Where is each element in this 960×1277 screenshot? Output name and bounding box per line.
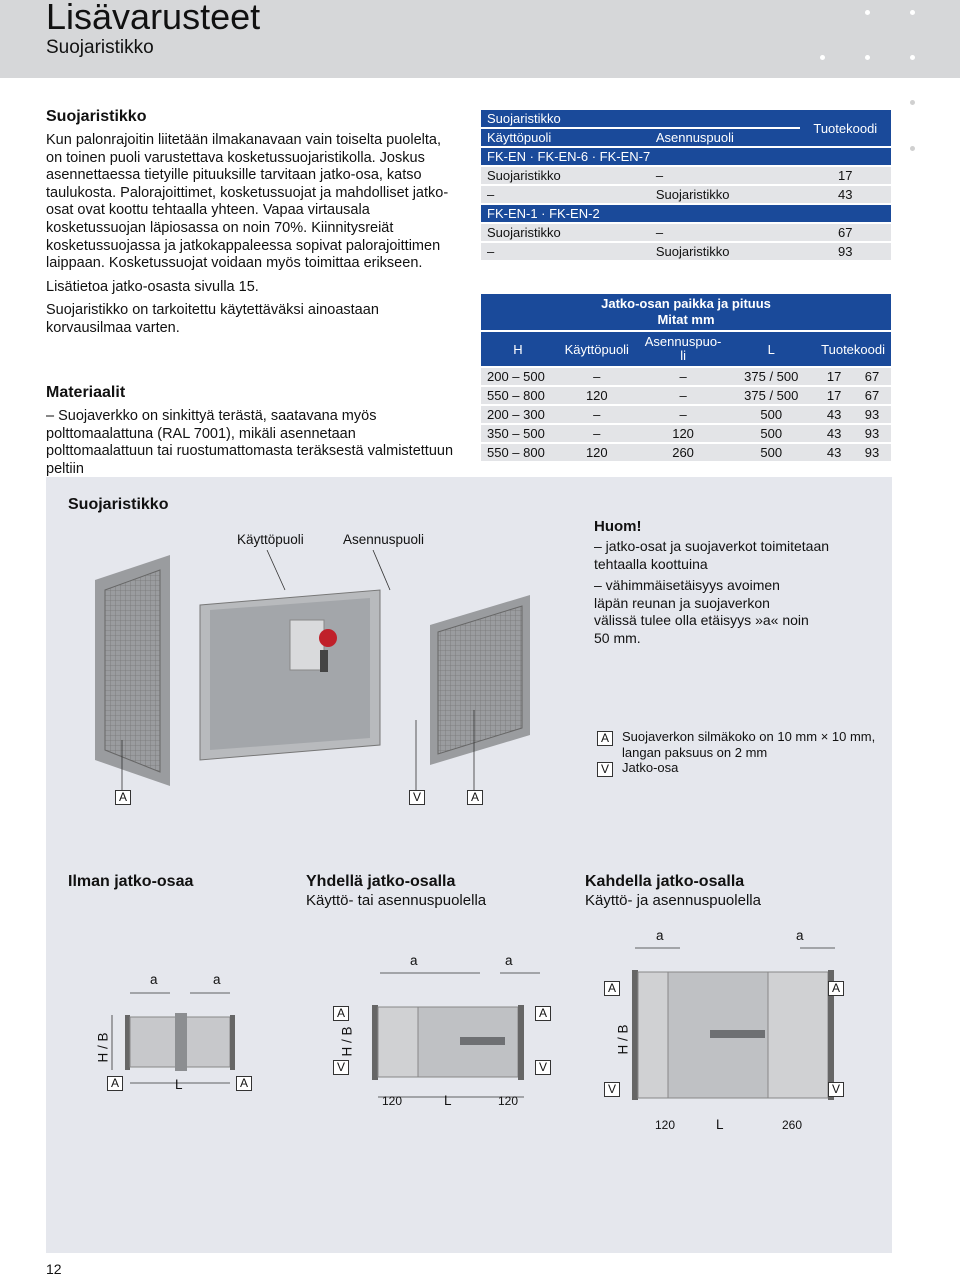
marker-v: V	[828, 1082, 844, 1097]
marker-a: A	[115, 790, 131, 805]
decor-dot	[865, 10, 870, 15]
diagram-title: Kahdella jatko-osalla	[585, 873, 745, 890]
table-row: 200 – 500 – – 375 / 500 17 67	[481, 368, 891, 385]
page-number: 12	[46, 1261, 62, 1277]
materials-item: – Suojaverkko on sinkittyä terästä, saatavana myös polttomaalattuna (RAL 7001), mikäli asennetaan polttomaalattuun tai ruostumattomasta teräksestä valmistettuun peltiin	[46, 408, 454, 477]
decor-dot	[910, 100, 915, 105]
marker-a: A	[107, 1076, 123, 1091]
table-suojaristikko	[481, 108, 891, 262]
marker-a: A	[467, 790, 483, 805]
section-title: Suojaristikko	[46, 108, 147, 125]
marker-v: V	[409, 790, 425, 805]
decor-dot	[910, 55, 915, 60]
section-body	[46, 132, 460, 344]
marker-a: A	[604, 981, 620, 996]
marker-v: V	[535, 1060, 551, 1075]
dim-label: 120	[498, 1094, 519, 1108]
diagram-title: Ilman jatko-osaa	[68, 873, 194, 890]
diagram-title: Yhdellä jatko-osalla	[306, 873, 456, 890]
group-header: FK-EN-1 · FK-EN-2	[487, 206, 600, 221]
paragraph: Lisätietoa jatko-osasta sivulla 15.	[46, 278, 259, 295]
col-header: Käyttöpuoli	[487, 130, 552, 145]
illus-title: Suojaristikko	[68, 496, 169, 513]
dim-label: L	[175, 1077, 183, 1092]
dim-label: a	[796, 928, 804, 943]
dim-label: a	[505, 953, 513, 968]
table-row: 550 – 800 120 260 500 43 93	[481, 444, 891, 461]
table-row: 350 – 500 – 120 500 43 93	[481, 425, 891, 442]
dim-label: H / B	[339, 1026, 355, 1057]
marker-leaders	[100, 700, 500, 792]
marker-a: A	[828, 981, 844, 996]
dim-label: a	[150, 972, 158, 987]
diagram-no-extension	[90, 985, 270, 1090]
table-title: Jatko-osan paikka ja pituus	[601, 296, 771, 311]
legend-a-text: Suojaverkon silmäkoko on 10 mm × 10 mm, langan paksuus on 2 mm	[622, 729, 876, 760]
table-subtitle: Mitat mm	[657, 312, 715, 327]
legend-key-v: V	[597, 762, 613, 777]
diagram-subtitle: Käyttö- ja asennuspuolella	[585, 892, 761, 909]
col-header: H	[513, 341, 523, 357]
note-item: – jatko-osat ja suojaverkot toimitetaan tehtaalla koottuina	[594, 538, 830, 572]
dim-label: 260	[782, 1118, 803, 1132]
legend-key-a: A	[597, 731, 613, 746]
label-asennuspuoli: Asennuspuoli	[343, 532, 425, 547]
page-subtitle: Suojaristikko	[46, 37, 154, 58]
diagram-one-extension	[340, 965, 560, 1110]
dim-label: a	[213, 972, 221, 987]
dim-label: H / B	[615, 1024, 631, 1055]
page-title: Lisävarusteet	[46, 0, 261, 37]
diagram-two-extensions	[620, 940, 850, 1120]
section-title: Materiaalit	[46, 384, 126, 401]
dim-label: 120	[382, 1094, 403, 1108]
marker-v: V	[333, 1060, 349, 1075]
decor-dot	[820, 55, 825, 60]
table-row: 550 – 800 120 – 375 / 500 17 67	[481, 387, 891, 404]
marker-a: A	[333, 1006, 349, 1021]
note-title: Huom!	[594, 518, 642, 535]
dim-label: H / B	[95, 1032, 111, 1063]
col-header: Tuotekoodi	[813, 120, 878, 136]
marker-a: A	[236, 1076, 252, 1091]
label-kayttopuoli: Käyttöpuoli	[237, 532, 304, 547]
table-title: Suojaristikko	[487, 111, 561, 126]
dim-label: L	[716, 1117, 724, 1132]
group-header: FK-EN · FK-EN-6 · FK-EN-7	[487, 149, 651, 164]
col-header: Asennuspuo-li	[644, 334, 722, 363]
decor-dot	[910, 10, 915, 15]
marker-v: V	[604, 1082, 620, 1097]
table-row: Suojaristikko – 67	[481, 224, 891, 241]
legend-v-text: Jatko-osa	[622, 760, 679, 775]
dim-label: a	[656, 928, 664, 943]
dim-label: a	[410, 953, 418, 968]
decor-dot	[910, 146, 915, 151]
paragraph: Kun palonrajoitin liitetään ilmakanavaan vain toiselta puolelta, on toinen puoli varustettava kosketussuojaristikolla. Joskus asennettaessa tietyille pituuksille tarvitaan jatko-osa, katso taulukosta. Palorajoittimet, kosketussuojat ja mahdolliset jatko-osat ovat koottu tehtaalla yhteen. Vapaa virtausala kosketussuojan läpiosassa on noin 70%. Kiinnitysreiät kosketussuojassa ja jatkokappaleessa sopivat palorajoittimen laippaan. Kosketussuojat voidaan myös toimittaa erikseen.	[46, 132, 449, 272]
dim-label: 120	[655, 1118, 676, 1132]
col-header: L	[767, 341, 775, 357]
table-row: Suojaristikko – 17	[481, 167, 891, 184]
paragraph: Suojaristikko on tarkoitettu käytettäväksi ainoastaan korvausilmaa varten.	[46, 302, 379, 336]
marker-a: A	[535, 1006, 551, 1021]
table-row: – Suojaristikko 43	[481, 186, 891, 203]
page-header	[0, 0, 960, 78]
decor-dot	[865, 55, 870, 60]
table-jatko-osa	[481, 292, 891, 463]
col-header: Käyttöpuoli	[564, 341, 629, 357]
dim-label: L	[444, 1093, 452, 1108]
table-row: – Suojaristikko 93	[481, 243, 891, 260]
diagram-subtitle: Käyttö- tai asennuspuolella	[306, 892, 487, 909]
note-item: – vähimmäisetäisyys avoimen läpän reunan ja suojaverkon välissä tulee olla etäisyys »a« noin 50 mm.	[594, 577, 809, 646]
col-header: Tuotekoodi	[821, 341, 885, 357]
col-header: Asennuspuoli	[655, 130, 734, 145]
table-row: 200 – 300 – – 500 43 93	[481, 406, 891, 423]
